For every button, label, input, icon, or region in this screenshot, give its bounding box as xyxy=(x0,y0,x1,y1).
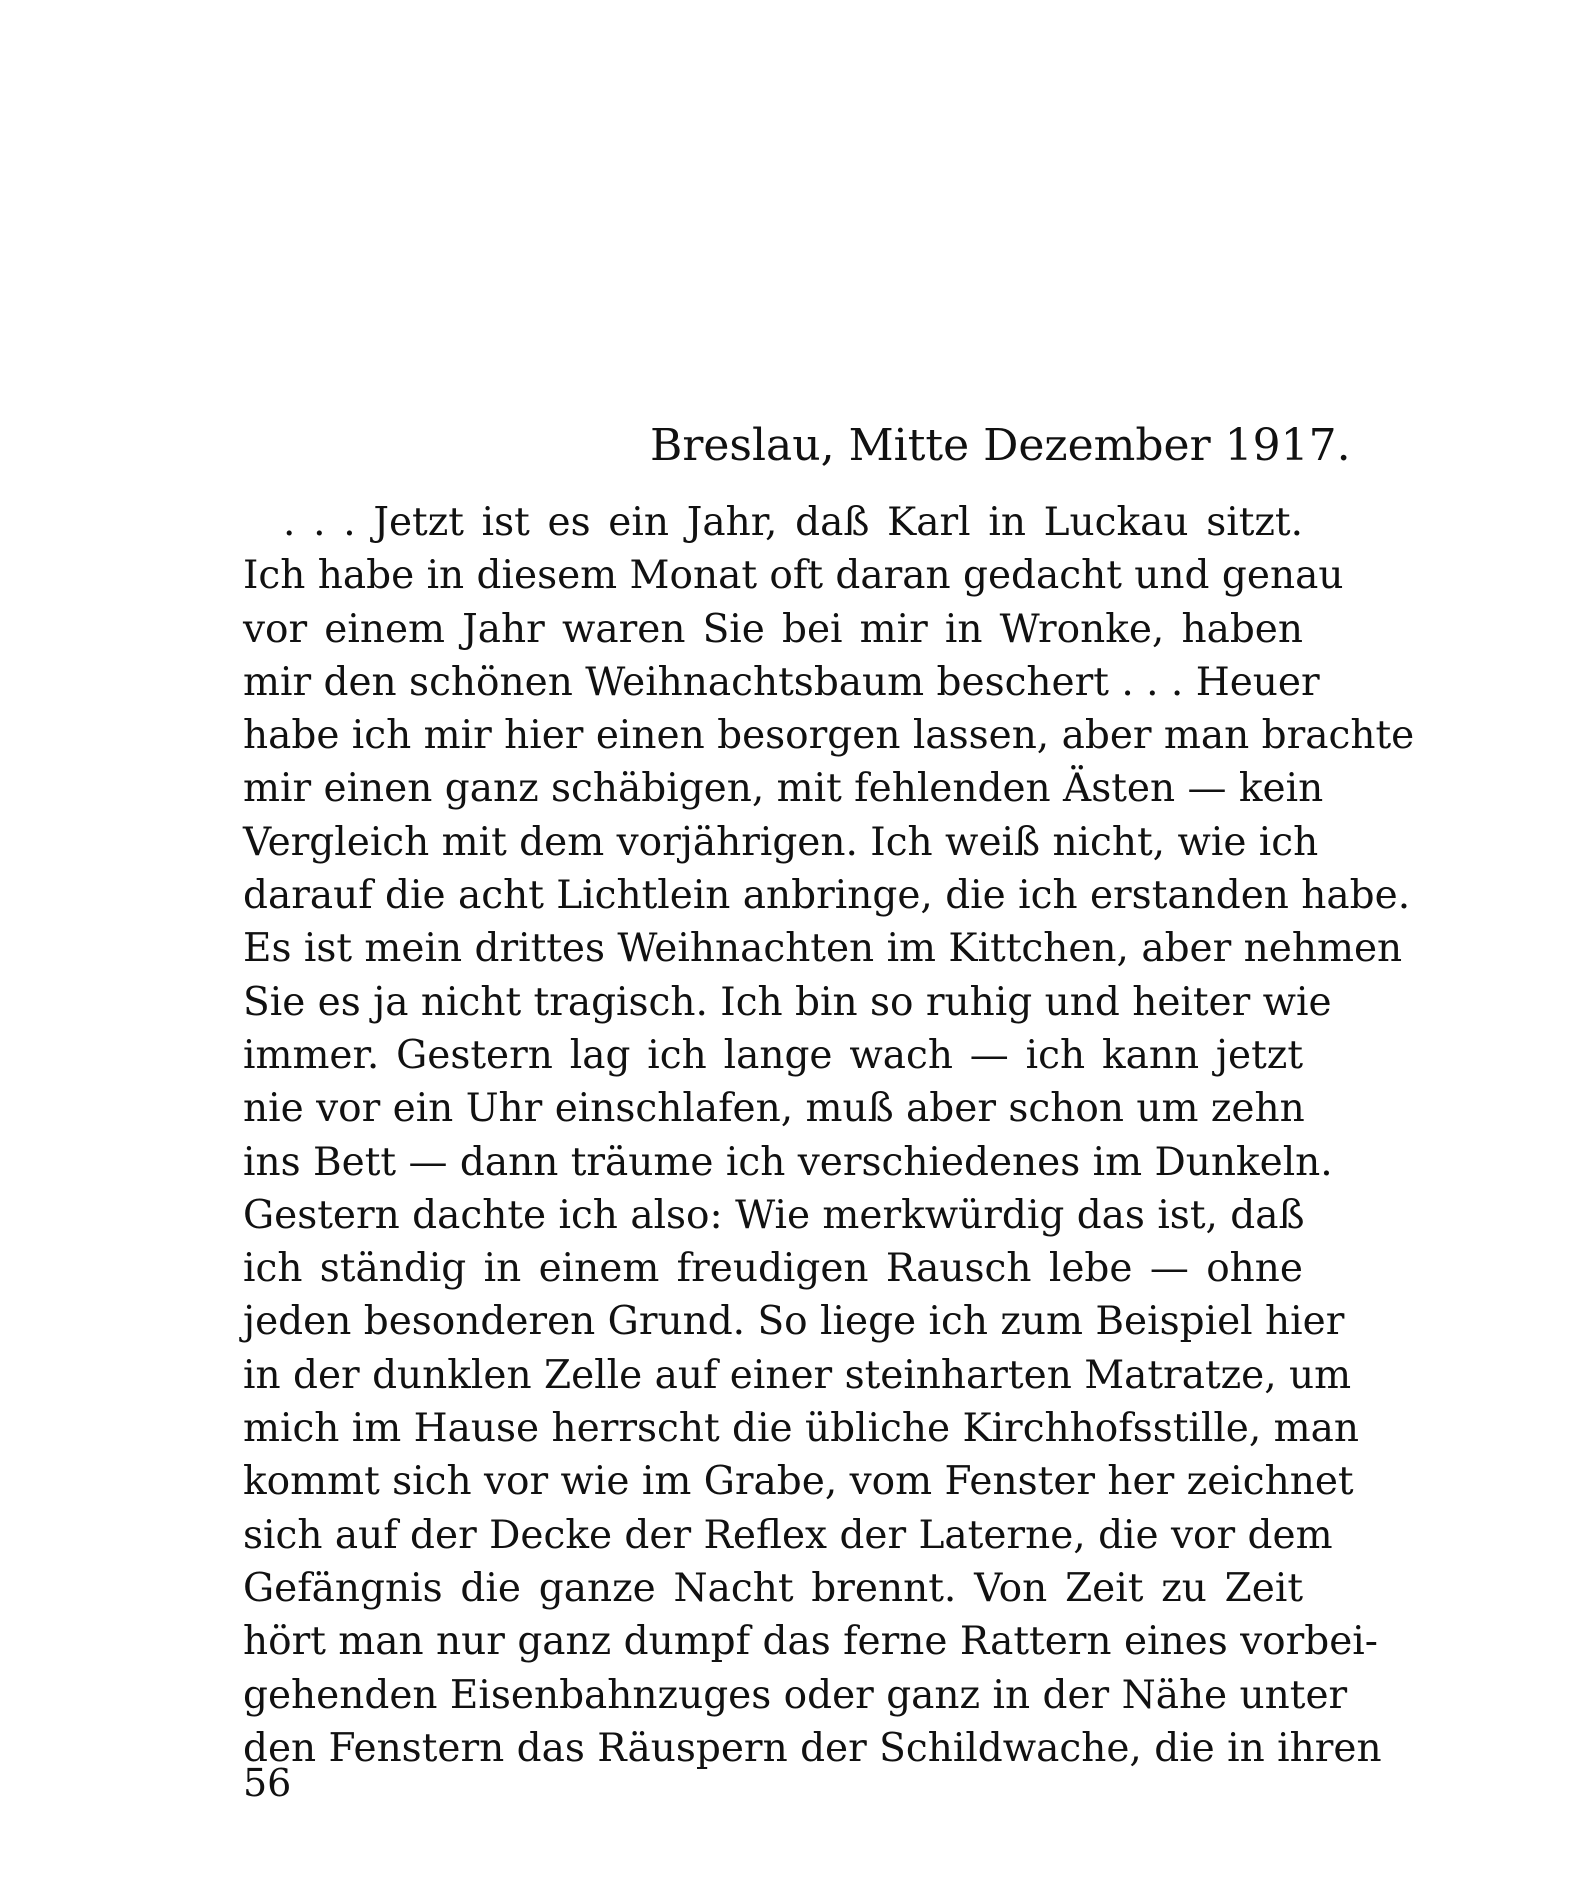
text-line: . . . Jetzt ist es ein Jahr, daß Karl in Luckau sitzt. xyxy=(283,500,1303,545)
text-line: Vergleich mit dem vorjährigen. Ich weiß nicht, wie ich xyxy=(243,819,1319,865)
text-line: mich im Hause herrscht die übliche Kirchhofsstille, man xyxy=(243,1406,1360,1452)
text-line: gehenden Eisenbahnzuges oder ganz in der Nähe unter xyxy=(243,1672,1348,1718)
text-line: mir den schönen Weihnachtsbaum beschert . . . Heuer xyxy=(243,659,1320,705)
text-line: mir einen ganz schäbigen, mit fehlenden Ästen — kein xyxy=(243,766,1324,812)
text-line: vor einem Jahr waren Sie bei mir in Wronke, haben xyxy=(243,606,1303,652)
text-line: habe ich mir hier einen besorgen lassen, aber man brachte xyxy=(243,713,1415,759)
text-line: Es ist mein drittes Weihnachten im Kittchen, aber nehmen xyxy=(243,926,1403,972)
text-line: jeden besonderen Grund. So liege ich zum Beispiel hier xyxy=(243,1299,1345,1345)
text-line: Sie es ja nicht tragisch. Ich bin so ruhig und heiter wie xyxy=(243,979,1332,1025)
text-line: Ich habe in diesem Monat oft daran gedacht und genau xyxy=(243,553,1344,599)
text-line: darauf die acht Lichtlein anbringe, die ich erstanden habe. xyxy=(243,873,1411,919)
text-line: immer. Gestern lag ich lange wach — ich kann jetzt xyxy=(243,1032,1303,1078)
text-line: kommt sich vor wie im Grabe, vom Fenster her zeichnet xyxy=(243,1459,1354,1505)
text-line: Gefängnis die ganze Nacht brennt. Von Zeit zu Zeit xyxy=(243,1565,1303,1611)
text-line: sich auf der Decke der Reflex der Laterne, die vor dem xyxy=(243,1512,1333,1558)
text-line: ins Bett — dann träume ich verschiedenes im Dunkeln. xyxy=(243,1139,1333,1185)
text-line: nie vor ein Uhr einschlafen, muß aber schon um zehn xyxy=(243,1086,1305,1132)
text-line: in der dunklen Zelle auf einer steinharten Matratze, um xyxy=(243,1352,1352,1398)
text-line: den Fenstern das Räuspern der Schildwache, die in ihren xyxy=(243,1725,1382,1771)
page-number: 56 xyxy=(243,1761,292,1805)
text-line: Gestern dachte ich also: Wie merkwürdig das ist, daß xyxy=(243,1192,1305,1238)
text-line: hört man nur ganz dumpf das ferne Rattern eines vorbei- xyxy=(243,1619,1378,1665)
dateline: Breslau, Mitte Dezember 1917. xyxy=(650,420,1351,471)
letter-body xyxy=(243,496,1415,1775)
text-line: ich ständig in einem freudigen Rausch lebe — ohne xyxy=(243,1246,1303,1292)
